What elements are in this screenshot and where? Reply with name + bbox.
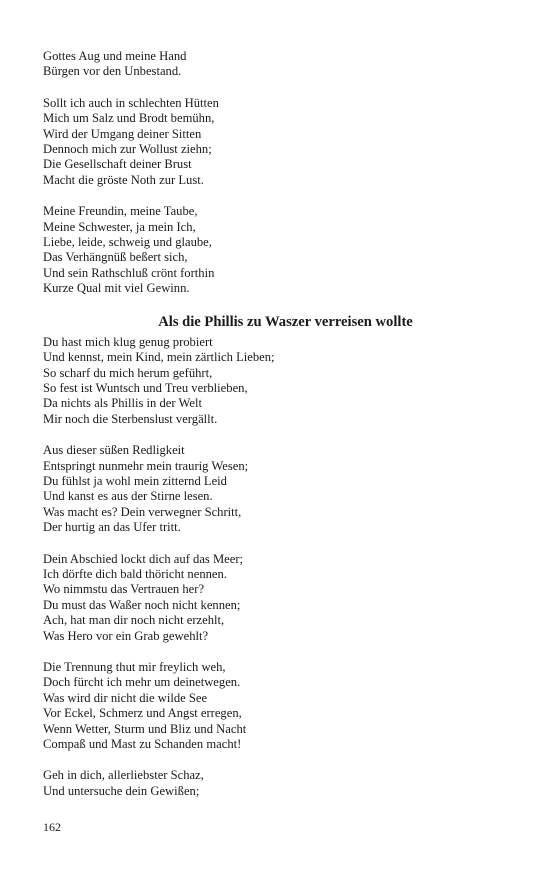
verse-line: Entspringt nunmehr mein traurig Wesen; <box>43 458 249 473</box>
verse-line: So fest ist Wuntsch und Treu verblieben, <box>43 380 248 395</box>
verse-line: Liebe, leide, schweig und glaube, <box>43 235 212 250</box>
verse-line: Mich um Salz und Brodt bemühn, <box>43 111 215 126</box>
verse-line: Die Trennung thut mir freylich weh, <box>43 660 226 674</box>
verse-line: Der hurtig an das Ufer tritt. <box>43 520 181 535</box>
stanza <box>43 335 513 427</box>
verse-line: Was macht es? Dein verwegner Schritt, <box>43 504 242 519</box>
verse-line: Du must das Waßer noch nicht kennen; <box>43 597 241 612</box>
stanza <box>43 443 513 535</box>
verse-line: Wird der Umgang deiner Sitten <box>43 126 202 141</box>
poem-title: Als die Phillis zu Waszer verreisen wollte <box>158 313 413 330</box>
verse-line: Meine Schwester, ja mein Ich, <box>43 219 196 234</box>
verse-line: Sollt ich auch in schlechten Hütten <box>43 95 219 110</box>
verse-line: Aus dieser süßen Redligkeit <box>43 443 185 458</box>
stanza <box>43 96 513 188</box>
verse-line: Geh in dich, allerliebster Schaz, <box>43 768 204 783</box>
verse-line: Wo nimmstu das Vertrauen her? <box>43 582 205 597</box>
verse-line: Ach, hat man dir noch nicht erzehlt, <box>43 613 225 628</box>
verse-line: Macht die gröste Noth zur Lust. <box>43 172 204 187</box>
poem-body <box>43 335 513 800</box>
verse-line: Vor Eckel, Schmerz und Angst erregen, <box>43 706 242 721</box>
verse-line: Mir noch die Sterbenslust vergällt. <box>43 411 218 426</box>
verse-line: Gottes Aug und meine Hand <box>43 49 187 63</box>
stanza <box>43 768 513 799</box>
poem-continuation <box>43 49 513 297</box>
verse-line: Du hast mich klug genug probiert <box>43 334 213 349</box>
stanza <box>43 660 513 752</box>
verse-line: Und kennst, mein Kind, mein zärtlich Lieben; <box>43 350 275 365</box>
verse-line: So scharf du mich herum geführt, <box>43 365 213 380</box>
stanza <box>43 204 513 296</box>
verse-line: Die Gesellschaft deiner Brust <box>43 157 192 172</box>
verse-line: Meine Freundin, meine Taube, <box>43 204 198 219</box>
verse-line: Wenn Wetter, Sturm und Bliz und Nacht <box>43 721 247 736</box>
verse-line: Bürgen vor den Unbestand. <box>43 64 182 79</box>
verse-line: Da nichts als Phillis in der Welt <box>43 396 202 411</box>
page-number: 162 <box>43 820 61 834</box>
verse-line: Doch fürcht ich mehr um deinetwegen. <box>43 675 241 690</box>
page-body <box>43 49 513 815</box>
verse-line: Ich dörfte dich bald thöricht nennen. <box>43 566 227 581</box>
verse-line: Das Verhängnüß beßert sich, <box>43 250 188 265</box>
verse-line: Und kanst es aus der Stirne lesen. <box>43 489 213 504</box>
verse-line: Compaß und Mast zu Schanden macht! <box>43 737 242 752</box>
verse-line: Dennoch mich zur Wollust ziehn; <box>43 142 212 157</box>
stanza <box>43 552 513 644</box>
verse-line: Was wird dir nicht die wilde See <box>43 690 208 705</box>
verse-line: Und untersuche dein Gewißen; <box>43 783 200 798</box>
verse-line: Was Hero vor ein Grab gewehlt? <box>43 628 209 643</box>
verse-line: Dein Abschied lockt dich auf das Meer; <box>43 551 244 566</box>
verse-line: Du fühlst ja wohl mein zitternd Leid <box>43 473 227 488</box>
verse-line: Und sein Rathschluß crönt forthin <box>43 265 215 280</box>
stanza <box>43 49 513 80</box>
verse-line: Kurze Qual mit viel Gewinn. <box>43 281 190 296</box>
